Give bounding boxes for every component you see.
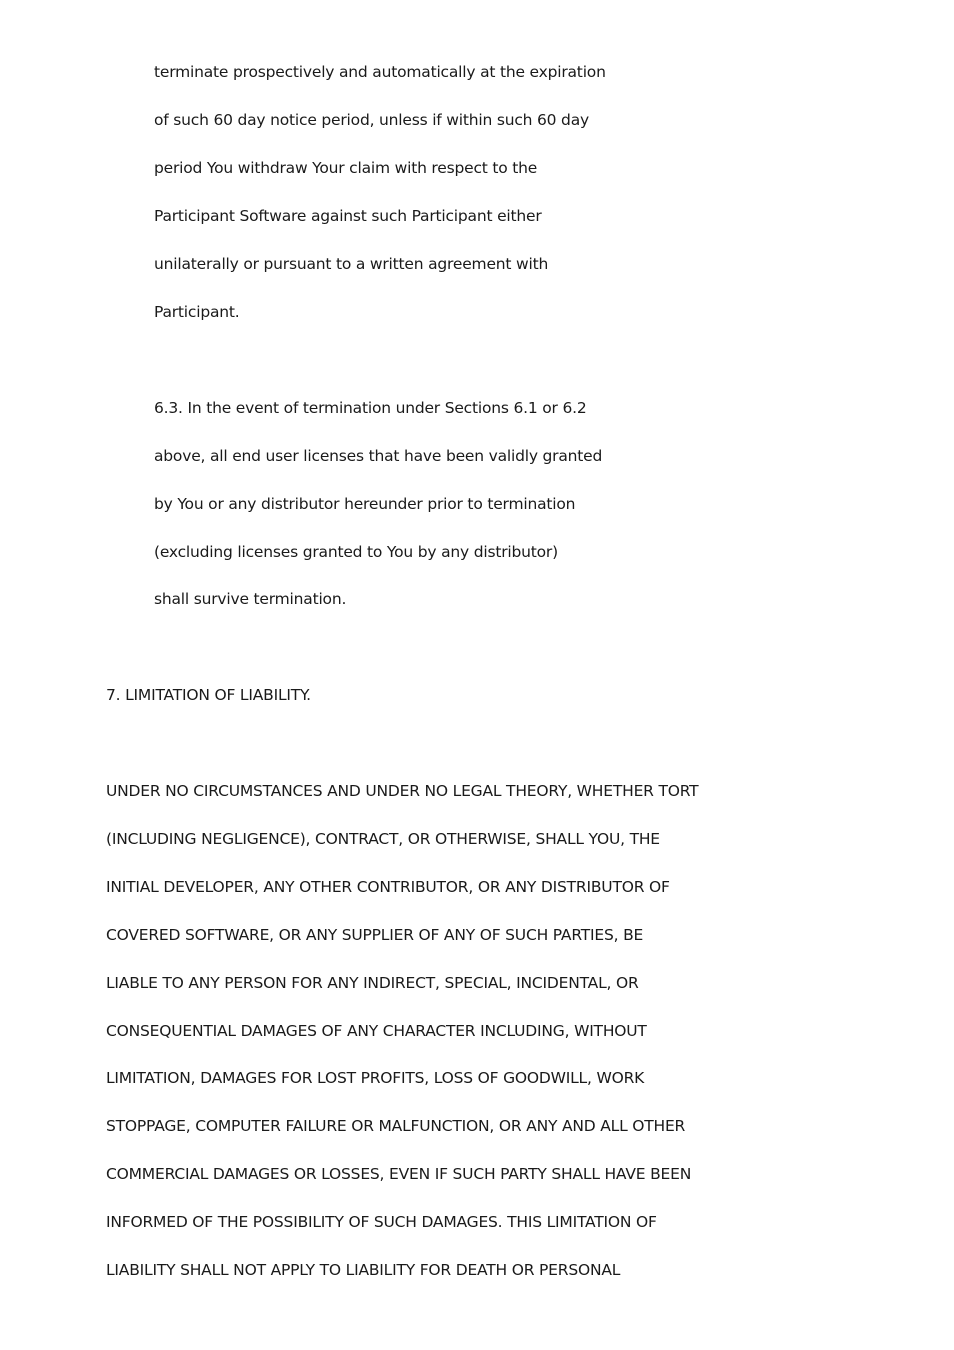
paragraph-6-2-line: of such 60 day notice period, unless if within such 60 day <box>154 111 589 129</box>
paragraph-6-2-line: terminate prospectively and automatically at the expiration <box>154 63 606 81</box>
paragraph-6-3-line: (excluding licenses granted to You by any distributor) <box>154 543 558 561</box>
paragraph-7-line: COVERED SOFTWARE, OR ANY SUPPLIER OF ANY OF SUCH PARTIES, BE <box>106 926 644 944</box>
paragraph-6-2-line: Participant Software against such Participant either <box>154 207 542 225</box>
paragraph-6-3-line: above, all end user licenses that have been validly granted <box>154 447 603 465</box>
paragraph-7-line: COMMERCIAL DAMAGES OR LOSSES, EVEN IF SUCH PARTY SHALL HAVE BEEN <box>106 1165 692 1183</box>
paragraph-7-line: LIABILITY SHALL NOT APPLY TO LIABILITY FOR DEATH OR PERSONAL <box>106 1261 621 1279</box>
paragraph-6-3-line: by You or any distributor hereunder prior to termination <box>154 495 576 513</box>
paragraph-6-2-line: unilaterally or pursuant to a written agreement with <box>154 255 549 273</box>
paragraph-7-line: (INCLUDING NEGLIGENCE), CONTRACT, OR OTHERWISE, SHALL YOU, THE <box>106 830 660 848</box>
paragraph-7-line: CONSEQUENTIAL DAMAGES OF ANY CHARACTER INCLUDING, WITHOUT <box>106 1022 647 1040</box>
paragraph-6-3-line: shall survive termination. <box>154 590 347 608</box>
section-7-heading: 7. LIMITATION OF LIABILITY. <box>106 686 311 704</box>
paragraph-6-3-line: 6.3. In the event of termination under Sections 6.1 or 6.2 <box>154 399 587 417</box>
paragraph-7-line: INITIAL DEVELOPER, ANY OTHER CONTRIBUTOR, OR ANY DISTRIBUTOR OF <box>106 878 670 896</box>
paragraph-7-line: STOPPAGE, COMPUTER FAILURE OR MALFUNCTION, OR ANY AND ALL OTHER <box>106 1117 686 1135</box>
paragraph-7-line: INFORMED OF THE POSSIBILITY OF SUCH DAMAGES. THIS LIMITATION OF <box>106 1213 657 1231</box>
paragraph-7-line: UNDER NO CIRCUMSTANCES AND UNDER NO LEGAL THEORY, WHETHER TORT <box>106 782 699 800</box>
paragraph-7-line: LIMITATION, DAMAGES FOR LOST PROFITS, LOSS OF GOODWILL, WORK <box>106 1069 645 1087</box>
paragraph-6-2-line: Participant. <box>154 303 240 321</box>
paragraph-7-line: LIABLE TO ANY PERSON FOR ANY INDIRECT, SPECIAL, INCIDENTAL, OR <box>106 974 639 992</box>
paragraph-6-2-line: period You withdraw Your claim with respect to the <box>154 159 538 177</box>
